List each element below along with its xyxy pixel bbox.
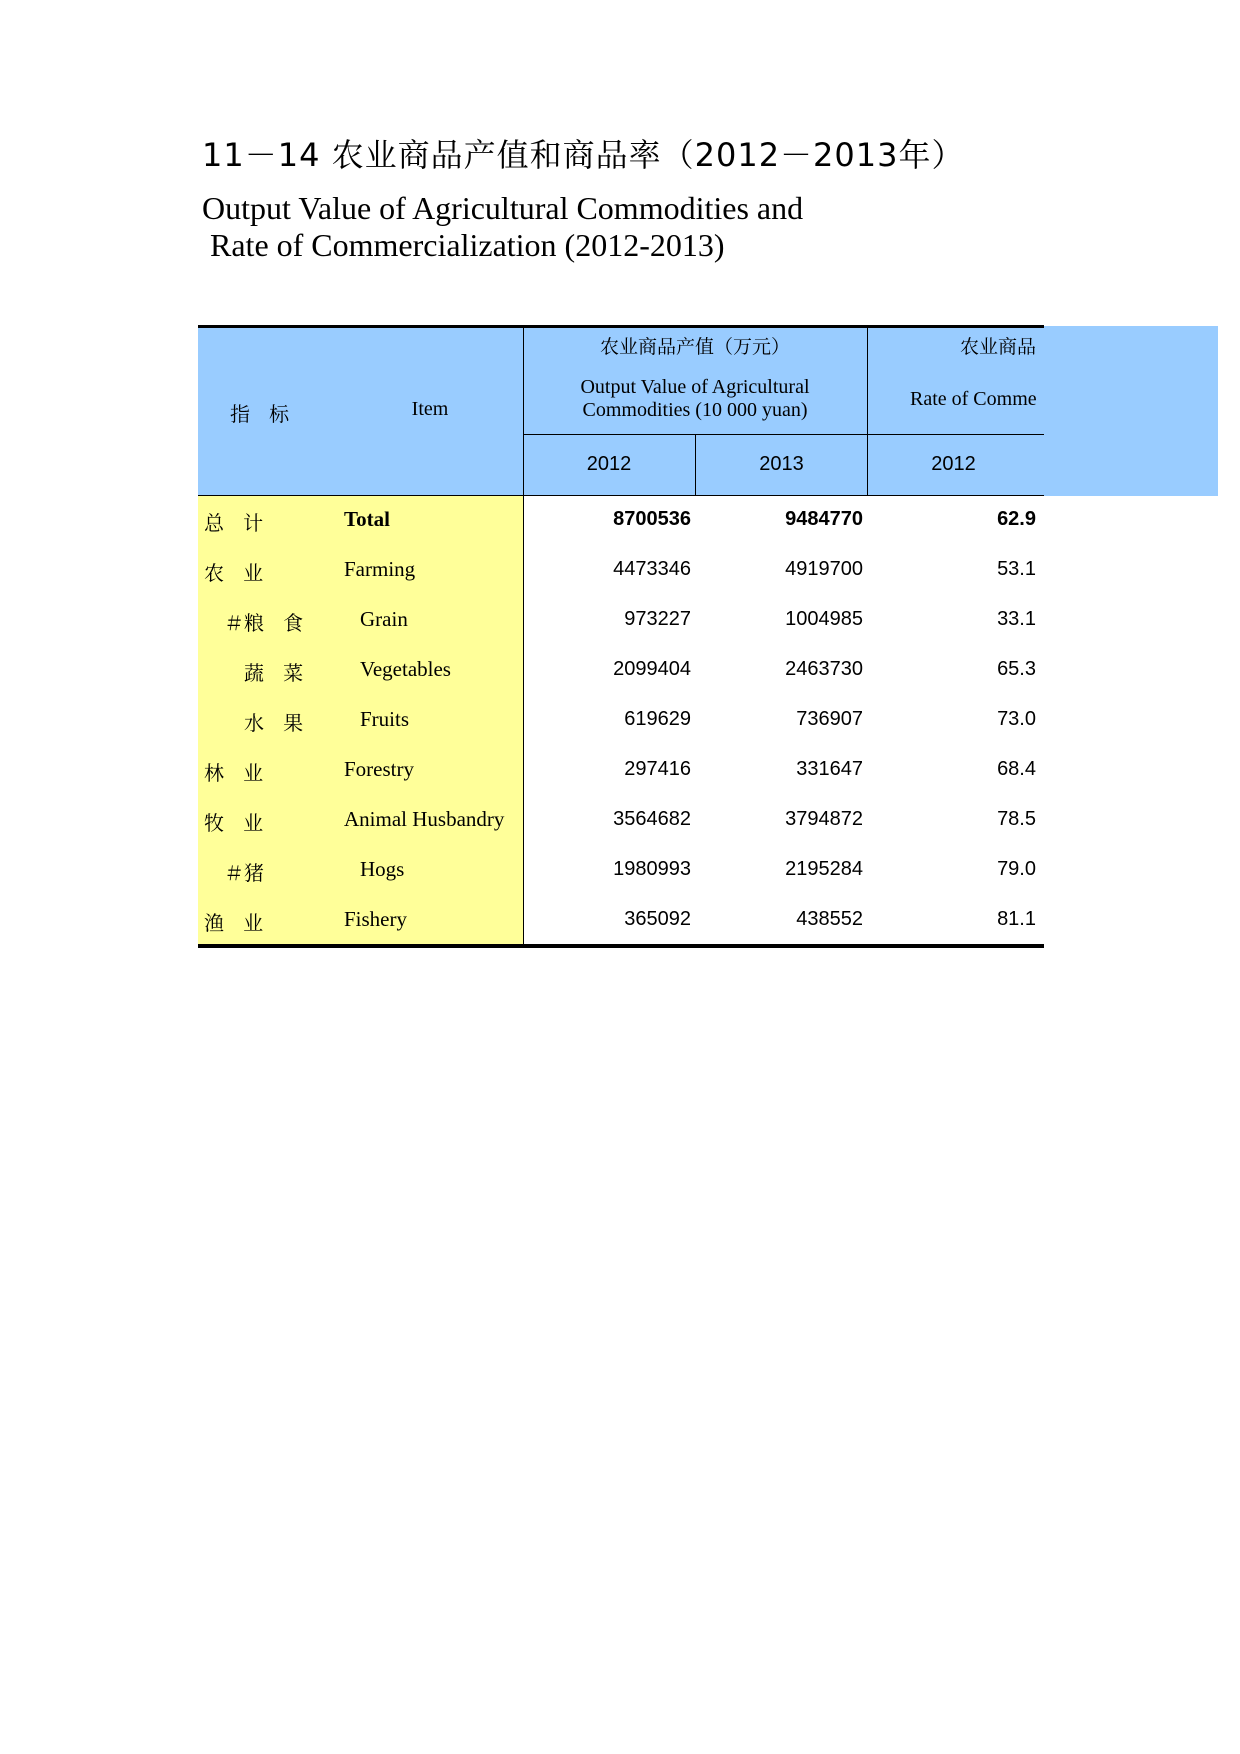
- cell-rate-2012: 73.0: [997, 708, 1036, 730]
- table-row-vegetables: [198, 645, 1044, 695]
- cell-value-2013: 331647: [796, 758, 863, 780]
- header-output-value-cn: 农业商品产值（万元）: [599, 336, 790, 358]
- cell-value-2013: 2463730: [785, 658, 863, 680]
- table-row-fruits: [198, 695, 1044, 745]
- page-title-en: Output Value of Agricultural Commodities and Rate of Commercialization (2012-2013): [202, 190, 804, 263]
- row-label-cn: 渔 业: [204, 911, 264, 935]
- table-row-grain: [198, 595, 1044, 645]
- header-indicator-cn: 指 标: [230, 402, 290, 426]
- row-label-cn: ＃猪: [224, 861, 264, 885]
- row-label-cn: 总 计: [204, 511, 264, 535]
- row-label-cn: 蔬 菜: [244, 661, 304, 685]
- header-rate-en: Rate of Comme: [910, 388, 1037, 410]
- cell-value-2012: 2099404: [613, 658, 691, 680]
- table-row-fishery: [198, 895, 1044, 945]
- row-label-cn: 林 业: [204, 761, 264, 785]
- cell-value-2012: 4473346: [613, 558, 691, 580]
- row-label-en: Forestry: [344, 757, 414, 781]
- cell-value-2012: 1980993: [613, 858, 691, 880]
- row-label-en: Fruits: [360, 707, 410, 731]
- row-label-cn: ＃粮 食: [224, 611, 304, 635]
- row-label-en: Farming: [344, 557, 416, 581]
- row-label-en: Grain: [360, 607, 408, 631]
- row-label-en: Animal Husbandry: [344, 807, 505, 831]
- cell-value-2013: 4919700: [785, 558, 863, 580]
- cell-rate-2012: 62.9: [997, 508, 1036, 530]
- header-output-value-en-line1: Output Value of Agricultural: [580, 376, 810, 398]
- table-row-farming: [198, 545, 1044, 595]
- cell-rate-2012: 81.1: [997, 908, 1036, 930]
- cell-value-2012: 3564682: [613, 808, 691, 830]
- header-rate-cn: 农业商品: [960, 336, 1037, 358]
- cell-rate-2012: 33.1: [997, 608, 1036, 630]
- row-label-cn: 农 业: [204, 561, 264, 585]
- header-year-2012-rate: 2012: [931, 453, 976, 475]
- cell-rate-2012: 65.3: [997, 658, 1036, 680]
- cell-rate-2012: 68.4: [997, 758, 1036, 780]
- row-label-en: Vegetables: [360, 657, 451, 681]
- table-row-animal-husbandry: [198, 795, 1044, 845]
- cell-rate-2012: 53.1: [997, 558, 1036, 580]
- row-label-en: Total: [344, 507, 390, 531]
- header-year-2012-value: 2012: [586, 453, 632, 475]
- page-title-cn: 11－14 农业商品产值和商品率（2012－2013年）: [202, 136, 965, 174]
- table-row-hogs: [198, 845, 1044, 895]
- cell-value-2013: 438552: [796, 908, 863, 930]
- cell-value-2012: 973227: [624, 608, 691, 630]
- cell-value-2012: 619629: [624, 708, 691, 730]
- table-row-forestry: [198, 745, 1044, 795]
- row-label-en: Hogs: [360, 857, 405, 881]
- cell-value-2012: 365092: [624, 908, 691, 930]
- cell-value-2013: 736907: [796, 708, 863, 730]
- cell-value-2013: 3794872: [785, 808, 863, 830]
- cell-value-2012: 297416: [624, 758, 691, 780]
- header-output-value-en-line2: Commodities (10 000 yuan): [582, 399, 808, 421]
- row-label-en: Fishery: [344, 907, 407, 931]
- table-row-total: [198, 495, 1044, 545]
- row-label-cn: 水 果: [244, 711, 304, 735]
- cell-value-2013: 9484770: [785, 508, 863, 530]
- cell-value-2013: 1004985: [785, 608, 863, 630]
- cell-rate-2012: 78.5: [997, 808, 1036, 830]
- header-year-2013-value: 2013: [759, 453, 804, 475]
- cell-value-2013: 2195284: [785, 858, 863, 880]
- header-item-en: Item: [411, 398, 449, 420]
- row-label-cn: 牧 业: [204, 811, 264, 835]
- cell-rate-2012: 79.0: [997, 858, 1036, 880]
- cell-value-2012: 8700536: [613, 508, 691, 530]
